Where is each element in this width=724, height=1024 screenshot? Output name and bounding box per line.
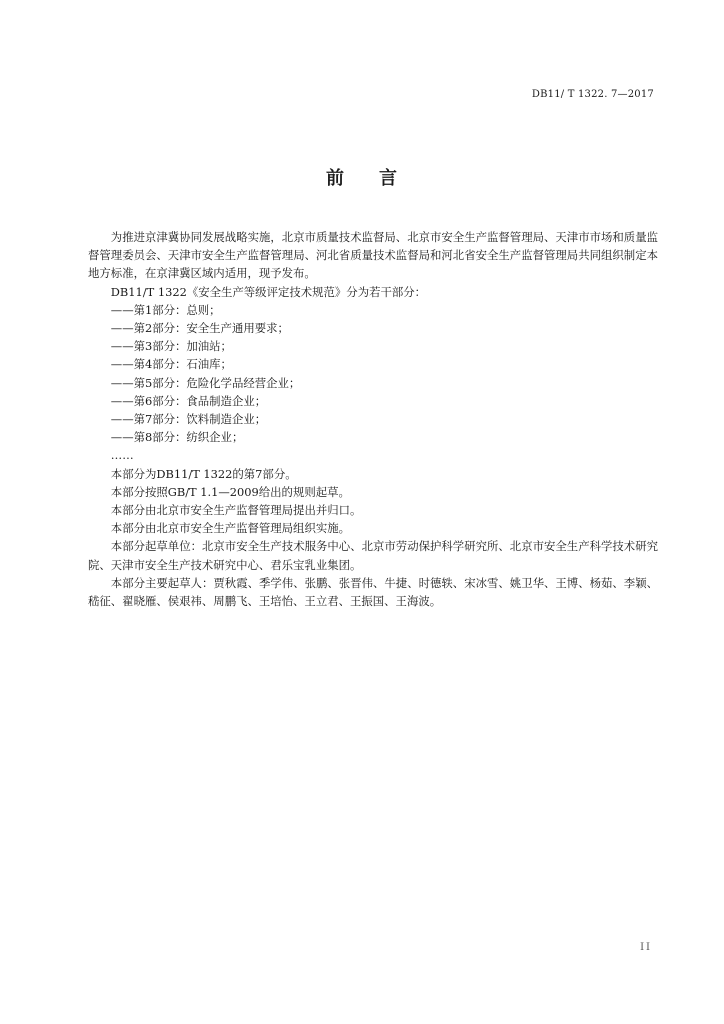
proposed-by-paragraph: 本部分由北京市安全生产监督管理局提出并归口。 bbox=[110, 503, 362, 518]
list-item-part-1: ——第1部分：总则； bbox=[110, 302, 221, 317]
series-intro-paragraph: DB11/T 1322《安全生产等级评定技术规范》分为若干部分： bbox=[110, 284, 427, 299]
list-item-part-4: ——第4部分：石油库； bbox=[110, 357, 232, 372]
page-title bbox=[0, 164, 724, 190]
title-char-2: 言 bbox=[379, 168, 398, 189]
list-item-part-8: ——第8部分：纺织企业； bbox=[110, 430, 244, 445]
title-char-1: 前 bbox=[326, 168, 345, 189]
page-number: II bbox=[640, 942, 652, 953]
part-of-paragraph: 本部分为DB11/T 1322的第7部分。 bbox=[110, 466, 297, 481]
document-code: DB11/ T 1322. 7—2017 bbox=[531, 89, 654, 100]
list-item-part-7: ——第7部分：饮料制造企业； bbox=[110, 412, 267, 427]
drafting-rules-paragraph: 本部分按照GB/T 1.1—2009给出的规则起草。 bbox=[110, 484, 350, 499]
list-item-part-6: ——第6部分：食品制造企业； bbox=[110, 393, 267, 408]
intro-paragraph: 为推进京津冀协同发展战略实施，北京市质量技术监督局、北京市安全生产监督管理局、天津市市场和质量监督管理委员会、天津市安全生产监督管理局、河北省质量技术监督局和河北省安全生产监督管理局共同组织制定本地方标准，在京津冀区域内适用，现予发布。 bbox=[88, 230, 658, 281]
drafting-units-paragraph: 本部分起草单位：北京市安全生产技术服务中心、北京市劳动保护科学研究所、北京市安全生产科学技术研究院、天津市安全生产技术研究中心、君乐宝乳业集团。 bbox=[88, 539, 658, 572]
organized-by-paragraph: 本部分由北京市安全生产监督管理局组织实施。 bbox=[110, 521, 351, 536]
foreword-body bbox=[88, 228, 658, 610]
list-item-part-3: ——第3部分：加油站； bbox=[110, 339, 232, 354]
list-item-part-2: ——第2部分：安全生产通用要求； bbox=[110, 321, 289, 336]
drafters-paragraph: 本部分主要起草人：贾秋霞、季学伟、张鹏、张晋伟、牛捷、时德轶、宋冰雪、姚卫华、王博、杨茹、李颖、嵇征、翟晓雁、侯艰祎、周鹏飞、王培怡、王立君、王振国、王海波。 bbox=[88, 575, 658, 609]
list-item-part-5: ——第5部分：危险化学品经营企业； bbox=[110, 375, 301, 390]
list-ellipsis: …… bbox=[110, 448, 134, 463]
